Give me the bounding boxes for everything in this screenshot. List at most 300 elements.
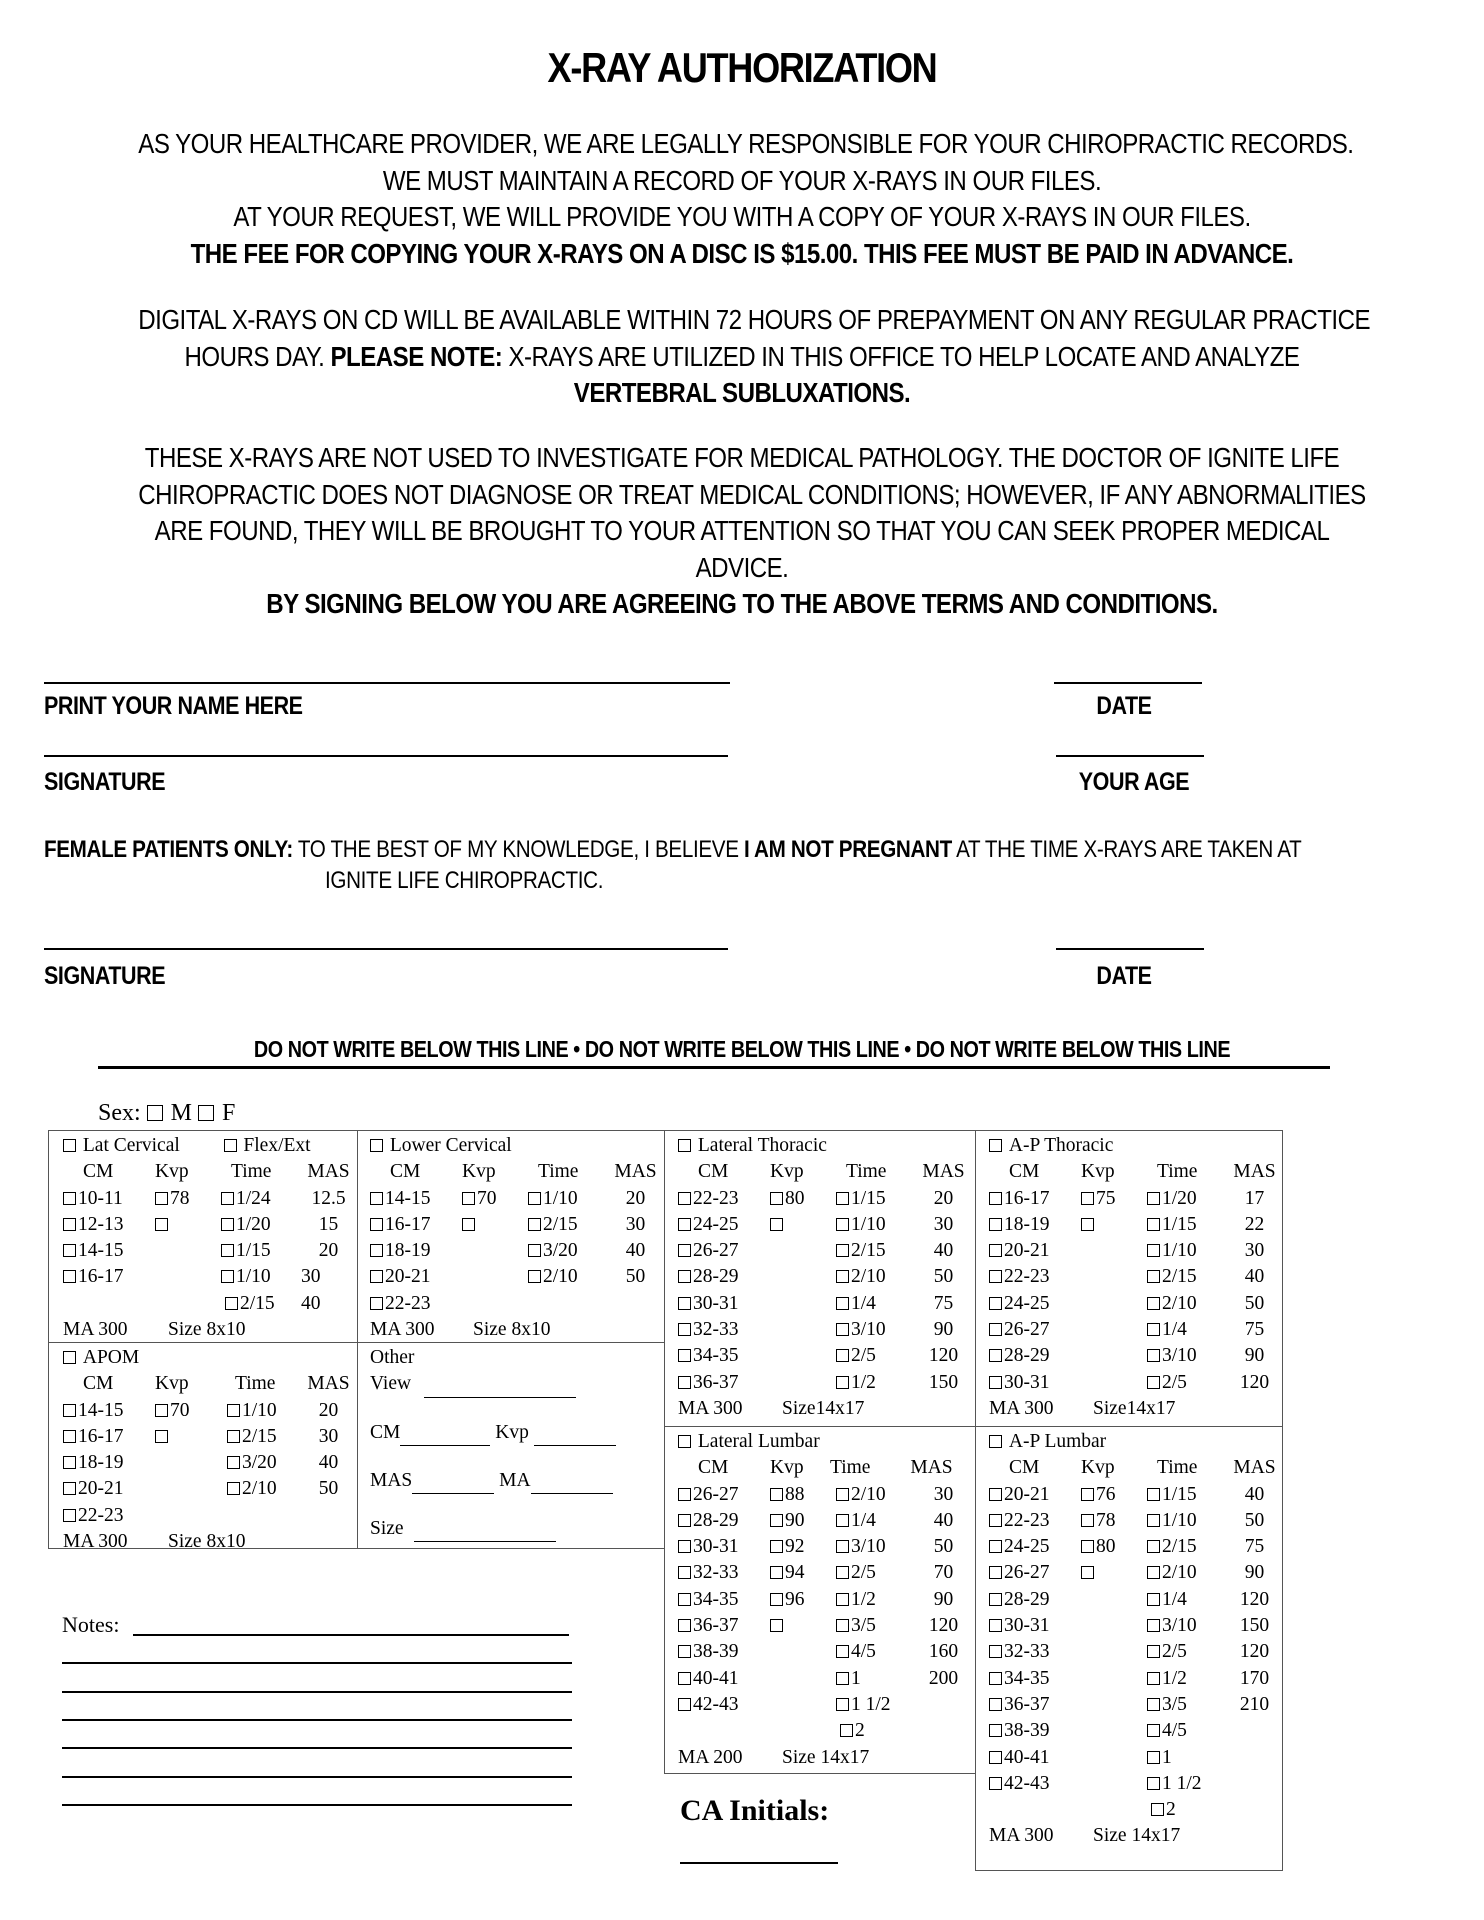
sex-selector xyxy=(98,1100,235,1127)
size-value: Size 8x10 xyxy=(473,1319,551,1341)
table-row xyxy=(989,1587,1282,1613)
mas-value: 40 xyxy=(933,1509,954,1531)
table-row xyxy=(63,1291,357,1317)
time-value: 3/10 xyxy=(851,1319,886,1341)
cm-checkbox[interactable] xyxy=(63,1218,76,1231)
cm-input[interactable] xyxy=(400,1427,490,1446)
time-value: 1 1/2 xyxy=(1162,1772,1202,1794)
kvp-checkbox[interactable] xyxy=(155,1218,168,1231)
female-label: F xyxy=(222,1100,236,1126)
kvp-checkbox[interactable] xyxy=(770,1540,783,1553)
kvp-checkbox[interactable] xyxy=(1081,1540,1094,1553)
time-checkbox[interactable] xyxy=(836,1672,849,1685)
time-checkbox[interactable] xyxy=(528,1270,541,1283)
table-row xyxy=(678,1666,975,1692)
time-value: 1 1/2 xyxy=(851,1693,891,1715)
cm-value: 30-31 xyxy=(693,1292,739,1314)
cm-checkbox[interactable] xyxy=(678,1698,691,1711)
column-headers xyxy=(989,1159,1282,1185)
kvp-checkbox[interactable] xyxy=(462,1218,475,1231)
apom-section xyxy=(48,1342,358,1553)
table-row xyxy=(370,1264,664,1290)
kvp-value: 70 xyxy=(170,1399,190,1421)
cm-value: 20-21 xyxy=(78,1478,124,1500)
mas-value: 20 xyxy=(318,1399,339,1421)
subluxations-text: VERTEBRAL SUBLUXATIONS. xyxy=(573,377,911,408)
female-date-field[interactable] xyxy=(1056,948,1204,950)
time-checkbox[interactable] xyxy=(1147,1218,1160,1231)
cm-checkbox[interactable] xyxy=(989,1376,1002,1389)
mas-value: 30 xyxy=(301,1266,321,1288)
cm-checkbox[interactable] xyxy=(989,1777,1002,1790)
kvp-checkbox[interactable] xyxy=(770,1566,783,1579)
mas-input[interactable] xyxy=(412,1475,494,1494)
time-value: 2 xyxy=(1166,1799,1176,1821)
time-checkbox[interactable] xyxy=(1147,1323,1160,1336)
notes-line[interactable] xyxy=(62,1776,572,1778)
cm-value: 26-27 xyxy=(1004,1319,1050,1341)
time-checkbox[interactable] xyxy=(836,1270,849,1283)
mas-header: MAS xyxy=(307,1373,350,1395)
cm-checkbox[interactable] xyxy=(370,1218,383,1231)
time-value: 1/10 xyxy=(1162,1240,1197,1262)
time-checkbox[interactable] xyxy=(1147,1540,1160,1553)
time-checkbox[interactable] xyxy=(1147,1244,1160,1257)
time-checkbox[interactable] xyxy=(1147,1751,1160,1764)
mas-value: 50 xyxy=(1244,1509,1265,1531)
time-value: 3/10 xyxy=(851,1536,886,1558)
cm-checkbox[interactable] xyxy=(63,1509,76,1522)
time-value: 2/10 xyxy=(1162,1562,1197,1584)
male-label: M xyxy=(170,1100,193,1126)
cm-checkbox[interactable] xyxy=(678,1566,691,1579)
cm-checkbox[interactable] xyxy=(989,1488,1002,1501)
fee-notice: THE FEE FOR COPYING YOUR X-RAYS ON A DISC IS $15.00. THIS FEE MUST BE PAID IN ADVANCE. xyxy=(190,237,1294,269)
please-note-label: PLEASE NOTE: xyxy=(330,340,503,372)
kvp-checkbox[interactable] xyxy=(155,1404,168,1417)
kvp-header: Kvp xyxy=(1081,1457,1115,1479)
kvp-checkbox[interactable] xyxy=(1081,1566,1094,1579)
time-value: 3/5 xyxy=(1162,1693,1187,1715)
cm-checkbox[interactable] xyxy=(989,1593,1002,1606)
mas-value: 90 xyxy=(1244,1345,1265,1367)
table-row xyxy=(678,1186,975,1212)
mas-value: 150 xyxy=(928,1371,959,1393)
apom-checkbox[interactable] xyxy=(63,1351,76,1364)
time-checkbox[interactable] xyxy=(836,1192,849,1205)
section-title: A-P Thoracic xyxy=(1008,1135,1114,1156)
cm-value: 32-33 xyxy=(693,1319,739,1341)
kvp-header: Kvp xyxy=(155,1161,189,1183)
cm-value: 20-21 xyxy=(1004,1483,1050,1505)
ap-thoracic-section xyxy=(975,1130,1283,1427)
size-input[interactable] xyxy=(414,1523,556,1542)
kvp-input[interactable] xyxy=(534,1427,616,1446)
mas-value: 200 xyxy=(928,1667,959,1689)
time-value: 3/10 xyxy=(1162,1615,1197,1637)
cm-value: 18-19 xyxy=(78,1452,124,1474)
kvp-checkbox[interactable] xyxy=(770,1514,783,1527)
mas-value: 120 xyxy=(928,1615,959,1637)
cm-checkbox[interactable] xyxy=(678,1244,691,1257)
cm-checkbox[interactable] xyxy=(678,1218,691,1231)
table-row xyxy=(989,1291,1282,1317)
time-header: Time xyxy=(1157,1161,1198,1183)
time-checkbox[interactable] xyxy=(221,1218,234,1231)
ma-value: MA 300 xyxy=(63,1531,128,1553)
section-title: Lat Cervical xyxy=(82,1135,180,1156)
cm-value: 18-19 xyxy=(1004,1213,1050,1235)
section-footer xyxy=(989,1823,1282,1849)
cm-value: 16-17 xyxy=(1004,1187,1050,1209)
time-checkbox[interactable] xyxy=(1147,1349,1160,1362)
mas-value: 50 xyxy=(625,1266,646,1288)
time-checkbox[interactable] xyxy=(1147,1698,1160,1711)
age-field[interactable] xyxy=(1056,755,1204,757)
column-headers xyxy=(63,1159,357,1185)
table-row xyxy=(989,1771,1282,1797)
mas-value: 30 xyxy=(318,1425,339,1447)
cm-checkbox[interactable] xyxy=(63,1192,76,1205)
time-checkbox[interactable] xyxy=(1147,1488,1160,1501)
time-checkbox[interactable] xyxy=(836,1349,849,1362)
time-checkbox[interactable] xyxy=(836,1488,849,1501)
section-header xyxy=(678,1133,975,1159)
mas-value: 40 xyxy=(318,1452,339,1474)
time-value: 3/20 xyxy=(543,1240,578,1262)
mas-value: 150 xyxy=(1239,1615,1270,1637)
lower-cervical-section xyxy=(357,1130,665,1343)
cm-checkbox[interactable] xyxy=(370,1192,383,1205)
ma-value: MA 300 xyxy=(989,1397,1054,1419)
mas-value: 12.5 xyxy=(311,1187,346,1209)
cm-checkbox[interactable] xyxy=(989,1540,1002,1553)
cm-checkbox[interactable] xyxy=(678,1672,691,1685)
mas-header: MAS xyxy=(910,1457,953,1479)
time-value: 1 xyxy=(1162,1746,1172,1768)
male-checkbox[interactable] xyxy=(147,1105,163,1121)
date-field[interactable] xyxy=(1054,682,1202,684)
cm-value: 20-21 xyxy=(1004,1240,1050,1262)
time-header: Time xyxy=(1157,1457,1198,1479)
mas-value: 120 xyxy=(1239,1641,1270,1663)
time-value: 1/2 xyxy=(1162,1667,1187,1689)
cm-value: 14-15 xyxy=(385,1187,431,1209)
time-checkbox[interactable] xyxy=(836,1645,849,1658)
female-patients-statement xyxy=(44,834,1301,865)
table-row xyxy=(989,1745,1282,1771)
time-value: 1/4 xyxy=(851,1292,876,1314)
cm-checkbox[interactable] xyxy=(989,1566,1002,1579)
time-checkbox[interactable] xyxy=(221,1270,234,1283)
ca-initials-field[interactable] xyxy=(680,1862,838,1864)
mas-value: 120 xyxy=(1239,1588,1270,1610)
time-checkbox[interactable] xyxy=(528,1192,541,1205)
time-checkbox[interactable] xyxy=(227,1430,240,1443)
cm-checkbox[interactable] xyxy=(370,1244,383,1257)
cm-checkbox[interactable] xyxy=(63,1404,76,1417)
cm-value: 38-39 xyxy=(1004,1720,1050,1742)
time-checkbox[interactable] xyxy=(225,1297,238,1310)
time-checkbox[interactable] xyxy=(227,1404,240,1417)
female-signature-field[interactable] xyxy=(44,948,728,950)
mas-value: 120 xyxy=(928,1345,959,1367)
cm-value: 14-15 xyxy=(78,1399,124,1421)
cm-checkbox[interactable] xyxy=(63,1244,76,1257)
cm-value: 34-35 xyxy=(693,1345,739,1367)
time-checkbox[interactable] xyxy=(1147,1192,1160,1205)
ma-value: MA 200 xyxy=(678,1746,743,1768)
cm-header: CM xyxy=(83,1373,114,1395)
kvp-checkbox[interactable] xyxy=(1081,1488,1094,1501)
records-paragraph xyxy=(40,126,1444,272)
table-row xyxy=(63,1450,357,1476)
ma-value: MA 300 xyxy=(678,1397,743,1419)
kvp-checkbox[interactable] xyxy=(155,1192,168,1205)
signature-field[interactable] xyxy=(44,755,728,757)
cm-checkbox[interactable] xyxy=(989,1619,1002,1632)
cm-checkbox[interactable] xyxy=(678,1297,691,1310)
cm-checkbox[interactable] xyxy=(678,1349,691,1362)
cm-value: 40-41 xyxy=(1004,1746,1050,1768)
kvp-checkbox[interactable] xyxy=(770,1488,783,1501)
mas-ma-row xyxy=(370,1468,664,1494)
signature-label: SIGNATURE xyxy=(44,768,166,796)
kvp-checkbox[interactable] xyxy=(1081,1218,1094,1231)
text: TO THE BEST OF MY KNOWLEDGE, I BELIEVE xyxy=(292,836,745,863)
time-checkbox[interactable] xyxy=(836,1566,849,1579)
cm-value: 22-23 xyxy=(78,1504,124,1526)
cm-value: 16-17 xyxy=(78,1425,124,1447)
notes-line[interactable] xyxy=(62,1662,572,1664)
table-row xyxy=(370,1212,664,1238)
ma-input[interactable] xyxy=(531,1475,613,1494)
ap-lumbar-checkbox[interactable] xyxy=(989,1435,1002,1448)
date-label: DATE xyxy=(1096,692,1152,720)
view-input[interactable] xyxy=(424,1379,576,1398)
kvp-checkbox[interactable] xyxy=(1081,1514,1094,1527)
table-row xyxy=(678,1639,975,1665)
table-row xyxy=(63,1424,357,1450)
cm-checkbox[interactable] xyxy=(678,1645,691,1658)
time-checkbox[interactable] xyxy=(1147,1777,1160,1790)
cm-checkbox[interactable] xyxy=(989,1645,1002,1658)
paragraph-line: DIGITAL X-RAYS ON CD WILL BE AVAILABLE WITHIN 72 HOURS OF PREPAYMENT ON ANY REGULAR PRACTICE xyxy=(138,304,1371,335)
cm-checkbox[interactable] xyxy=(989,1724,1002,1737)
time-checkbox[interactable] xyxy=(1147,1376,1160,1389)
notes-label: Notes: xyxy=(62,1612,120,1637)
cm-checkbox[interactable] xyxy=(370,1270,383,1283)
section-footer xyxy=(678,1396,975,1422)
table-row xyxy=(678,1264,975,1290)
kvp-header: Kvp xyxy=(770,1161,804,1183)
cm-kvp-row xyxy=(370,1420,664,1446)
time-checkbox[interactable] xyxy=(227,1482,240,1495)
cm-checkbox[interactable] xyxy=(989,1323,1002,1336)
kvp-value: 78 xyxy=(170,1187,190,1209)
cm-checkbox[interactable] xyxy=(989,1672,1002,1685)
table-row xyxy=(989,1186,1282,1212)
time-checkbox[interactable] xyxy=(1147,1593,1160,1606)
kvp-checkbox[interactable] xyxy=(1081,1192,1094,1205)
cm-checkbox[interactable] xyxy=(63,1482,76,1495)
time-value: 1/4 xyxy=(851,1509,876,1531)
cm-checkbox[interactable] xyxy=(989,1192,1002,1205)
time-value: 1/20 xyxy=(236,1213,271,1235)
notes-line[interactable] xyxy=(62,1719,572,1721)
cm-checkbox[interactable] xyxy=(63,1270,76,1283)
section-header xyxy=(370,1133,664,1159)
time-header: Time xyxy=(235,1373,276,1395)
kvp-checkbox[interactable] xyxy=(770,1593,783,1606)
time-value: 4/5 xyxy=(1162,1720,1187,1742)
mas-value: 40 xyxy=(1244,1266,1265,1288)
flex-ext-checkbox[interactable] xyxy=(224,1139,237,1152)
cm-checkbox[interactable] xyxy=(989,1244,1002,1257)
time-checkbox[interactable] xyxy=(1147,1619,1160,1632)
cm-checkbox[interactable] xyxy=(989,1349,1002,1362)
cm-checkbox[interactable] xyxy=(989,1698,1002,1711)
time-value: 2/15 xyxy=(1162,1536,1197,1558)
lateral-lumbar-checkbox[interactable] xyxy=(678,1435,691,1448)
time-checkbox[interactable] xyxy=(221,1192,234,1205)
cm-value: 28-29 xyxy=(693,1509,739,1531)
notes-line[interactable] xyxy=(62,1691,572,1693)
time-checkbox[interactable] xyxy=(528,1218,541,1231)
cm-header: CM xyxy=(1009,1457,1040,1479)
time-value: 3/5 xyxy=(851,1615,876,1637)
mas-value: 75 xyxy=(1244,1536,1265,1558)
mas-value: 20 xyxy=(933,1187,954,1209)
cm-checkbox[interactable] xyxy=(989,1751,1002,1764)
mas-value: 22 xyxy=(1244,1213,1265,1235)
time-checkbox[interactable] xyxy=(528,1244,541,1257)
cm-checkbox[interactable] xyxy=(678,1514,691,1527)
cm-value: 22-23 xyxy=(693,1187,739,1209)
time-checkbox[interactable] xyxy=(836,1244,849,1257)
time-checkbox[interactable] xyxy=(840,1724,853,1737)
cm-checkbox[interactable] xyxy=(989,1514,1002,1527)
time-checkbox[interactable] xyxy=(221,1244,234,1257)
lat-cervical-section xyxy=(48,1130,358,1343)
cm-checkbox[interactable] xyxy=(63,1430,76,1443)
cm-checkbox[interactable] xyxy=(989,1270,1002,1283)
pathology-paragraph xyxy=(40,440,1444,623)
mas-value: 20 xyxy=(625,1187,646,1209)
cm-checkbox[interactable] xyxy=(989,1218,1002,1231)
size-value: Size14x17 xyxy=(1093,1397,1176,1419)
time-checkbox[interactable] xyxy=(836,1514,849,1527)
cm-checkbox[interactable] xyxy=(678,1376,691,1389)
cm-checkbox[interactable] xyxy=(678,1323,691,1336)
time-value: 2/10 xyxy=(851,1483,886,1505)
cm-value: 26-27 xyxy=(693,1483,739,1505)
column-headers xyxy=(678,1455,975,1481)
time-checkbox[interactable] xyxy=(836,1540,849,1553)
time-checkbox[interactable] xyxy=(836,1297,849,1310)
kvp-label: Kvp xyxy=(495,1421,529,1443)
female-checkbox[interactable] xyxy=(198,1105,214,1121)
section-footer xyxy=(63,1529,357,1555)
time-checkbox[interactable] xyxy=(836,1323,849,1336)
time-checkbox[interactable] xyxy=(836,1619,849,1632)
notes-line[interactable] xyxy=(62,1804,572,1806)
time-checkbox[interactable] xyxy=(836,1698,849,1711)
time-checkbox[interactable] xyxy=(1147,1514,1160,1527)
lower-cervical-checkbox[interactable] xyxy=(370,1139,383,1152)
kvp-checkbox[interactable] xyxy=(770,1192,783,1205)
table-row xyxy=(678,1560,975,1586)
cm-checkbox[interactable] xyxy=(678,1192,691,1205)
time-checkbox[interactable] xyxy=(227,1456,240,1469)
cm-value: 18-19 xyxy=(385,1240,431,1262)
time-checkbox[interactable] xyxy=(1147,1672,1160,1685)
time-value: 3/10 xyxy=(1162,1345,1197,1367)
notes-line[interactable] xyxy=(62,1747,572,1749)
table-row xyxy=(989,1482,1282,1508)
table-row xyxy=(989,1560,1282,1586)
kvp-checkbox[interactable] xyxy=(462,1192,475,1205)
table-row xyxy=(989,1508,1282,1534)
cm-checkbox[interactable] xyxy=(678,1593,691,1606)
view-row xyxy=(370,1371,664,1397)
table-row xyxy=(989,1534,1282,1560)
time-value: 2/10 xyxy=(1162,1292,1197,1314)
time-checkbox[interactable] xyxy=(1147,1724,1160,1737)
ap-thoracic-checkbox[interactable] xyxy=(989,1139,1002,1152)
kvp-checkbox[interactable] xyxy=(770,1218,783,1231)
cm-checkbox[interactable] xyxy=(678,1540,691,1553)
cm-value: 42-43 xyxy=(1004,1772,1050,1794)
time-checkbox[interactable] xyxy=(1147,1566,1160,1579)
table-row xyxy=(989,1639,1282,1665)
digital-xray-paragraph xyxy=(40,302,1444,412)
time-checkbox[interactable] xyxy=(1151,1803,1164,1816)
time-checkbox[interactable] xyxy=(1147,1297,1160,1310)
time-checkbox[interactable] xyxy=(836,1376,849,1389)
time-checkbox[interactable] xyxy=(836,1593,849,1606)
lat-cervical-checkbox[interactable] xyxy=(63,1139,76,1152)
kvp-checkbox[interactable] xyxy=(770,1619,783,1632)
table-row xyxy=(989,1343,1282,1369)
kvp-checkbox[interactable] xyxy=(155,1430,168,1443)
cm-header: CM xyxy=(1009,1161,1040,1183)
mas-label: MAS xyxy=(370,1469,413,1491)
size-value: Size 14x17 xyxy=(782,1746,870,1768)
table-row xyxy=(63,1186,357,1212)
lateral-thoracic-checkbox[interactable] xyxy=(678,1139,691,1152)
mas-value: 90 xyxy=(1244,1562,1265,1584)
cm-checkbox[interactable] xyxy=(370,1297,383,1310)
time-checkbox[interactable] xyxy=(836,1218,849,1231)
section-footer xyxy=(989,1396,1282,1422)
cm-checkbox[interactable] xyxy=(678,1619,691,1632)
section-header xyxy=(63,1133,357,1159)
sex-label: Sex: xyxy=(98,1100,141,1126)
cm-checkbox[interactable] xyxy=(678,1270,691,1283)
time-checkbox[interactable] xyxy=(1147,1270,1160,1283)
print-name-field[interactable] xyxy=(44,682,730,684)
kvp-value: 90 xyxy=(785,1509,805,1531)
cm-checkbox[interactable] xyxy=(63,1456,76,1469)
table-row xyxy=(63,1398,357,1424)
cm-checkbox[interactable] xyxy=(989,1297,1002,1310)
mas-value: 40 xyxy=(625,1240,646,1262)
kvp-header: Kvp xyxy=(155,1373,189,1395)
time-checkbox[interactable] xyxy=(1147,1645,1160,1658)
cm-checkbox[interactable] xyxy=(678,1488,691,1501)
notes-line[interactable] xyxy=(133,1634,569,1636)
